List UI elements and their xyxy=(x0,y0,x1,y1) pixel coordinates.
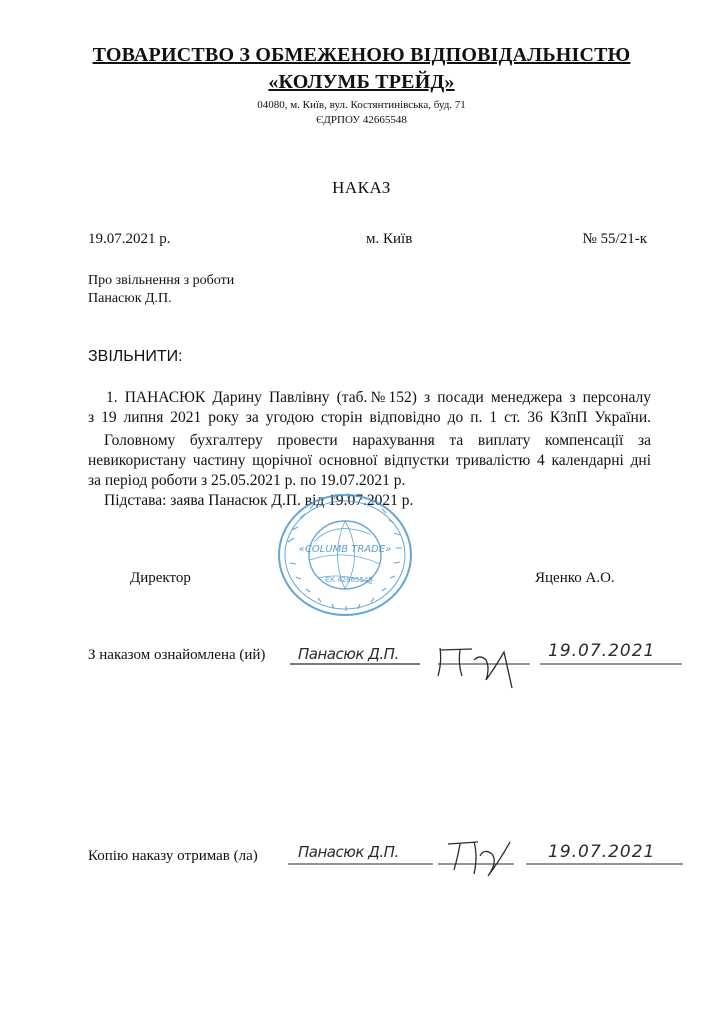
stamp-code-text: ЄК 42665548 xyxy=(325,576,373,584)
order-city: м. Київ xyxy=(366,231,413,247)
order-subject-line2: Панасюк Д.П. xyxy=(88,291,172,306)
company-name-line2: «КОЛУМБ ТРЕЙД» xyxy=(268,71,455,93)
director-name: Яценко А.О. xyxy=(535,570,615,586)
acquainted-label: З наказом ознайомлена (ий) xyxy=(88,647,266,663)
body-heading: ЗВІЛЬНИТИ: xyxy=(88,348,183,365)
director-label: Директор xyxy=(130,570,191,586)
order-date: 19.07.2021 р. xyxy=(88,231,171,247)
order-title: НАКАЗ xyxy=(332,178,391,197)
para2-line2: невикористану частину щорічної основної відпустки тривалістю 4 календарні дні xyxy=(88,452,651,469)
order-subject-line1: Про звільнення з роботи xyxy=(88,273,235,288)
order-number: № 55/21-к xyxy=(582,231,647,247)
para2-line3: за період роботи з 25.05.2021 р. по 19.07.2021 р. xyxy=(88,472,406,489)
company-edrpou: ЄДРПОУ 42665548 xyxy=(316,114,407,126)
acquainted-date-handwritten: 19.07.2021 xyxy=(548,641,656,661)
item1-line1: 1. ПАНАСЮК Дарину Павлівну (таб.№152) з посади менеджера з персоналу xyxy=(106,389,651,406)
item1-line2: з 19 липня 2021 року за угодою сторін відповідно до п. 1 ст. 36 КЗпП України. xyxy=(88,409,651,426)
company-name-line1: ТОВАРИСТВО З ОБМЕЖЕНОЮ ВІДПОВІДАЛЬНІСТЮ xyxy=(92,44,631,66)
company-stamp xyxy=(274,490,416,620)
copy-date-handwritten: 19.07.2021 xyxy=(548,842,656,862)
copy-received-label: Копію наказу отримав (ла) xyxy=(88,848,258,864)
copy-name-handwritten: Панасюк Д.П. xyxy=(298,843,399,861)
acquainted-name-handwritten: Панасюк Д.П. xyxy=(298,645,399,663)
para2-line1: Головному бухгалтеру провести нарахування та виплату компенсації за xyxy=(104,432,651,449)
stamp-center-text: «COLUMB TRADE» xyxy=(298,544,392,555)
basis-line: Підстава: заява Панасюк Д.П. від 19.07.2021 р. xyxy=(104,492,414,509)
company-address: 04080, м. Київ, вул. Костянтинівська, буд. 71 xyxy=(257,99,466,111)
